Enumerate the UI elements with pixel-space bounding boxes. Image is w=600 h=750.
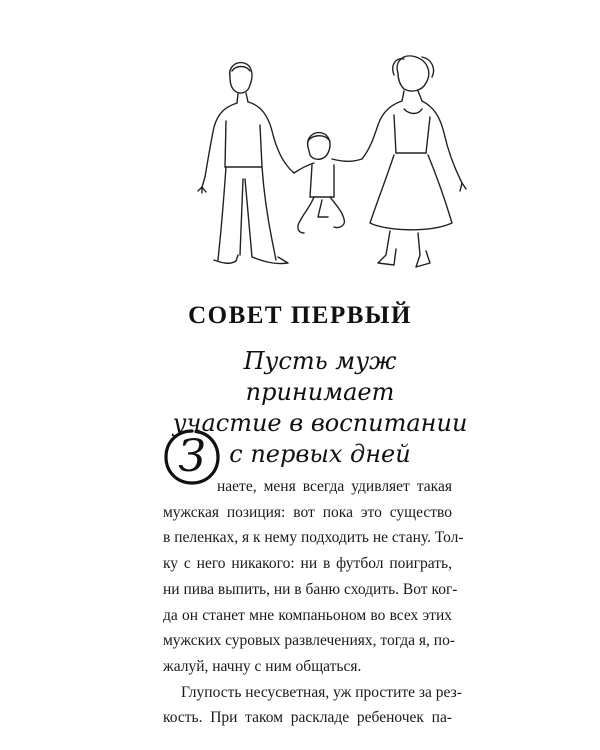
text-line: да он станет мне компаньоном во всех этих <box>163 606 452 624</box>
subtitle-line: участие в воспитании <box>172 409 468 437</box>
text-line: ку с него никакого: ни в футбол поиграть, <box>163 555 452 573</box>
text-line: кость. При таком раскладе ребеночек па- <box>163 709 452 727</box>
family-illustration <box>190 55 470 285</box>
text-line: мужских суровых развлечениях, тогда я, по- <box>163 632 456 650</box>
subtitle-line: Пусть муж принимает <box>243 347 397 406</box>
text-line: наете, меня всегда удивляет такая <box>217 478 452 495</box>
father-figure <box>198 63 294 264</box>
text-line: ни пива выпить, ни в баню сходить. Вот ког- <box>163 580 458 598</box>
chapter-title: СОВЕТ ПЕРВЫЙ <box>188 302 412 329</box>
body-paragraph <box>163 474 464 731</box>
mother-figure <box>362 56 466 267</box>
subtitle-line: с первых дней <box>229 440 411 468</box>
child-figure <box>294 133 362 233</box>
text-line: в пеленках, я к нему подходить не стану. Тол- <box>163 529 464 547</box>
text-line: жалуй, начну с ним общаться. <box>163 657 362 675</box>
text-line: Глупость несусветная, уж простите за рез- <box>181 683 462 701</box>
text-line: мужская позиция: вот пока это существо <box>163 503 452 521</box>
drop-cap-letter: З <box>178 431 206 482</box>
